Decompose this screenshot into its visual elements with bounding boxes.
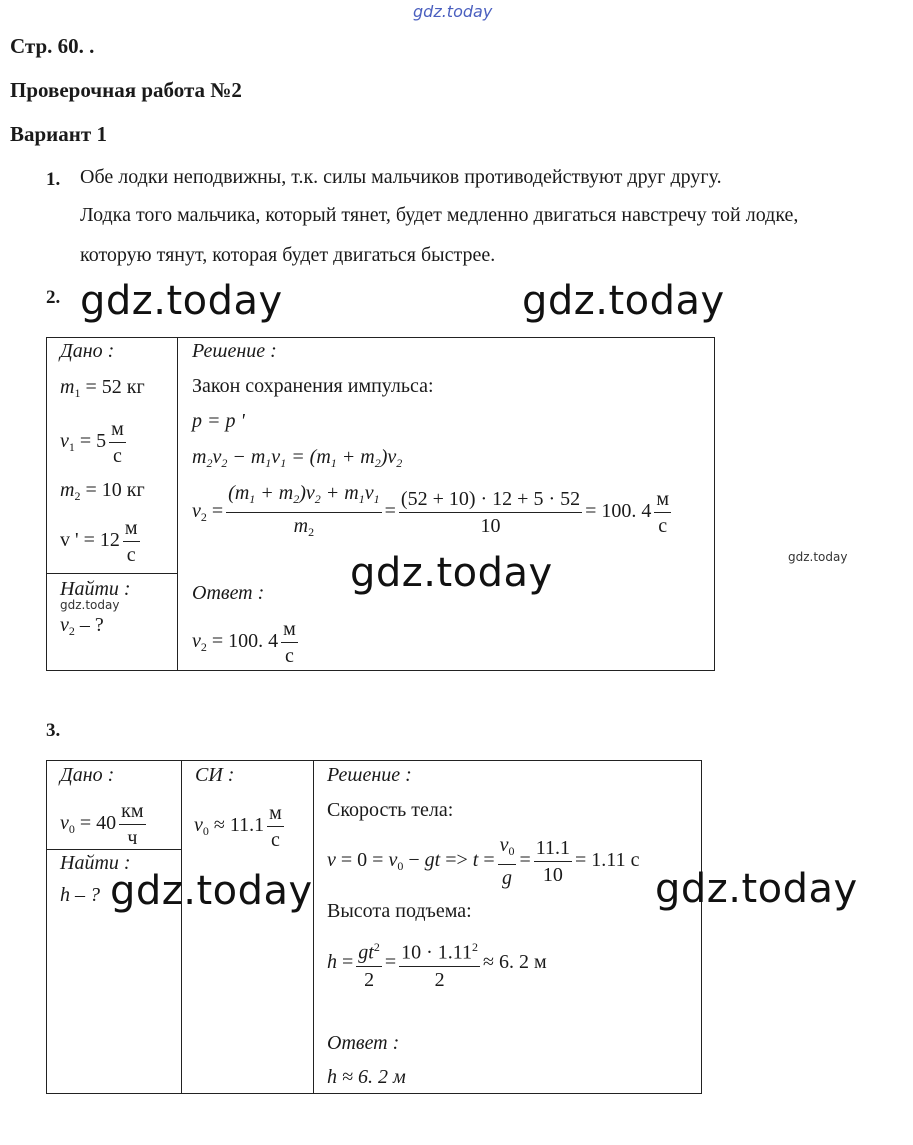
task3-si-label: СИ :	[195, 764, 235, 786]
watermark-small: gdz.today	[60, 598, 120, 612]
task2-number: 2.	[46, 287, 61, 308]
page-number: Стр. 60. .	[10, 34, 95, 58]
task3-number: 3.	[46, 720, 61, 741]
watermark-big: gdz.today	[655, 866, 858, 912]
task3-find-label: Найти :	[60, 852, 131, 874]
task2-divider	[46, 573, 177, 574]
task2-eq3: $v_2$ = $\frac{(m_1 + m_2)v_2 + m_1v_1}{m_2}$ = $\frac{(52 + 10) \cdot 12 + 5 \cdot 52}{10}$ = 100. 4 м с	[192, 482, 670, 539]
task2-given-m2: $m_2 = 10$ кг	[60, 479, 145, 503]
task3-solution-label: Решение :	[327, 764, 412, 786]
watermark-top: gdz.today	[413, 2, 493, 21]
task2-find: $v_2$ – ?	[60, 614, 104, 638]
task3-divider	[313, 760, 314, 1094]
watermark-big: gdz.today	[522, 278, 725, 324]
task3-si-v0: $v_0 \approx 11.1$ м с	[194, 802, 282, 851]
task1-line3: которую тянут, которая будет двигаться быстрее.	[80, 244, 496, 266]
task2-answer: $v_2 = 100$. 4 м с	[192, 618, 296, 667]
task3-divider	[181, 760, 182, 1094]
task3-answer: h ≈ 6. 2 м	[327, 1066, 406, 1088]
task2-divider	[177, 337, 178, 671]
task2-given-m1: $m_1 = 52$ кг	[60, 376, 145, 400]
task2-eq2: $m_2v_2 - m_1v_1 = (m_1 + m_2)v_2$	[192, 446, 403, 470]
task2-law: Закон сохранения импульса:	[192, 375, 434, 397]
task3-answer-label: Ответ :	[327, 1032, 400, 1054]
task3-height-eq: h = $\frac{gt^2}{2}$ = $\frac{10 \cdot 1.11^2}{2}$ ≈ 6. 2 м	[327, 934, 547, 993]
task3-height-label: Высота подъема:	[327, 900, 472, 922]
task2-given-vprime: v ' = 12 м с	[60, 517, 138, 566]
task1-number: 1.	[46, 169, 61, 190]
task3-given-v0: $v_0 = 40$ км ч	[60, 800, 144, 849]
task2-given-label: Дано :	[60, 340, 115, 362]
task1-line1: Обе лодки неподвижны, т.к. силы мальчиков противодействуют друг другу.	[80, 166, 722, 188]
task3-given-label: Дано :	[60, 764, 115, 786]
variant-title: Вариант 1	[10, 122, 107, 146]
task3-find: h – ?	[60, 884, 100, 906]
watermark-big: gdz.today	[350, 550, 553, 596]
task3-speed-eq: $v = 0 = v_0$ − gt => t = $\frac{v_0}{g}$ = $\frac{11.1}{10}$ = 1.11 с	[327, 834, 640, 889]
watermark-big: gdz.today	[110, 868, 313, 914]
task2-eq1: p = p '	[192, 410, 245, 432]
watermark-big: gdz.today	[80, 278, 283, 324]
task2-given-v1: $v_1 = 5$ м с	[60, 418, 124, 467]
task2-find-label: Найти :	[60, 578, 131, 600]
task2-solution-label: Решение :	[192, 340, 277, 362]
task1-line2: Лодка того мальчика, который тянет, будет медленно двигаться навстречу той лодке,	[80, 204, 799, 226]
work-title: Проверочная работа №2	[10, 78, 242, 102]
watermark-small: gdz.today	[788, 550, 848, 564]
task3-speed-label: Скорость тела:	[327, 799, 454, 821]
task2-answer-label: Ответ :	[192, 582, 265, 604]
